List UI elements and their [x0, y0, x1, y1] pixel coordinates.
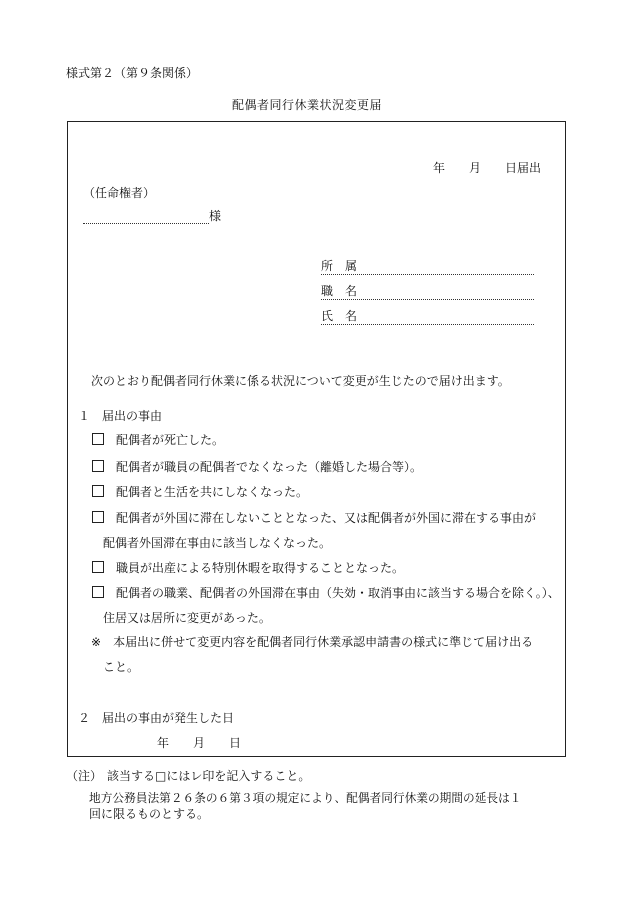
note-row — [91, 634, 533, 650]
page-title: 配偶者同行休業状況変更届 — [232, 98, 383, 112]
reason-text: 配偶者と生活を共にしなくなった。 — [116, 485, 309, 499]
name-field — [321, 308, 534, 325]
note-text: 本届出に併せて変更内容を配偶者同行休業承認申請書の様式に準じて届け出る — [113, 635, 534, 649]
reason-item-3 — [92, 484, 308, 500]
reason-text: 配偶者の職業、配偶者の外国滞在事由（失効・取消事由に該当する場合を除く。）、 — [116, 586, 560, 600]
position-label: 職 名 — [321, 284, 358, 298]
appointer-dotted-line — [83, 209, 209, 224]
checkbox[interactable] — [92, 433, 104, 445]
position-field — [321, 283, 534, 300]
submission-date: 年 月 日届出 — [433, 161, 542, 175]
appointer-name-line — [83, 208, 221, 224]
reason-text: 配偶者が外国に滞在しないこととなった、又は配偶者が外国に滞在する事由が — [116, 511, 537, 525]
footnote-line-2: 地方公務員法第２６条の６第３項の規定により、配偶者同行休業の期間の延長は１ — [89, 791, 522, 805]
reason-item-4 — [92, 510, 536, 526]
reason-item-2 — [92, 459, 422, 475]
section1-heading: １ 届出の事由 — [78, 409, 163, 423]
checkbox[interactable] — [92, 485, 104, 497]
reason-item-4-cont: 配偶者外国滞在事由に該当しなくなった。 — [103, 536, 332, 550]
footnote-label: （注） — [66, 769, 103, 783]
note-mark: ※ — [91, 635, 102, 649]
checkbox[interactable] — [92, 561, 104, 573]
reason-item-5 — [92, 560, 404, 576]
footnote-line-1: 該当する□にはレ印を記入すること。 — [107, 769, 311, 783]
intro-text: 次のとおり配偶者同行休業に係る状況について変更が生じたので届け出ます。 — [91, 374, 510, 388]
sama-label: 様 — [209, 209, 222, 223]
affiliation-row — [321, 258, 534, 275]
checkbox[interactable] — [92, 586, 104, 598]
reason-item-6-cont: 住居又は居所に変更があった。 — [103, 611, 271, 625]
position-row — [321, 283, 534, 300]
name-label: 氏 名 — [321, 309, 358, 323]
reason-text: 配偶者が死亡した。 — [116, 433, 225, 447]
affiliation-field — [321, 258, 534, 275]
form-number: 様式第２（第９条関係） — [66, 66, 199, 80]
reason-text: 職員が出産による特別休暇を取得することとなった。 — [116, 561, 405, 575]
checkbox[interactable] — [92, 460, 104, 472]
affiliation-label: 所 属 — [321, 259, 358, 273]
occurrence-date: 年 月 日 — [157, 736, 242, 750]
reason-text: 配偶者が職員の配偶者でなくなった（離婚した場合等）。 — [116, 460, 423, 474]
note-cont: こと。 — [103, 660, 140, 674]
checkbox[interactable] — [92, 511, 104, 523]
section2-heading: ２ 届出の事由が発生した日 — [78, 711, 235, 725]
appointer-label: （任命権者） — [83, 186, 156, 200]
reason-item-6 — [92, 585, 560, 601]
footnote-line-3: 回に限るものとする。 — [89, 807, 210, 821]
name-row — [321, 308, 534, 325]
reason-item-1 — [92, 432, 224, 448]
